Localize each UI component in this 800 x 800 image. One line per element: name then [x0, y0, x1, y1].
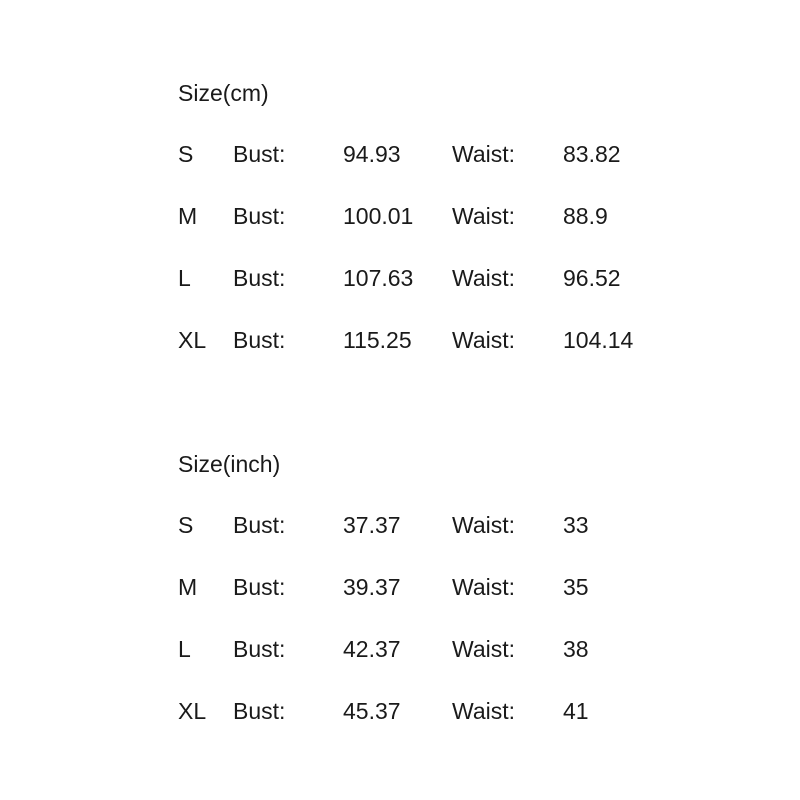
bust-value: 42.37: [343, 636, 401, 662]
bust-label: Bust:: [233, 141, 286, 167]
waist-label: Waist:: [452, 574, 516, 600]
size-row-m-inch: [178, 572, 698, 602]
waist-label: Waist:: [452, 636, 516, 662]
waist-label: Waist:: [452, 512, 516, 538]
waist-value: 88.9: [563, 203, 608, 229]
waist-value: 104.14: [563, 327, 634, 353]
waist-label: Waist:: [452, 698, 516, 724]
size-rows-inch: [178, 510, 698, 726]
waist-value: 38: [563, 636, 589, 662]
bust-value: 45.37: [343, 698, 401, 724]
size-label: L: [178, 636, 191, 662]
waist-value: 96.52: [563, 265, 621, 291]
size-label: S: [178, 141, 194, 167]
size-rows-cm: [178, 139, 698, 355]
size-label: L: [178, 265, 191, 291]
size-row-l-inch: [178, 634, 698, 664]
bust-value: 94.93: [343, 141, 401, 167]
waist-value: 41: [563, 698, 589, 724]
size-label: XL: [178, 327, 207, 353]
size-row-m-cm: [178, 201, 698, 231]
bust-label: Bust:: [233, 574, 286, 600]
size-row-s-inch: [178, 510, 698, 540]
size-chart-cm: [178, 78, 698, 355]
bust-value: 115.25: [343, 327, 412, 353]
section-title-cm: Size(cm): [178, 80, 269, 106]
size-label: M: [178, 574, 198, 600]
bust-label: Bust:: [233, 203, 286, 229]
waist-value: 35: [563, 574, 589, 600]
bust-value: 100.01: [343, 203, 414, 229]
size-label: XL: [178, 698, 207, 724]
bust-label: Bust:: [233, 512, 286, 538]
bust-value: 107.63: [343, 265, 414, 291]
size-label: S: [178, 512, 194, 538]
bust-label: Bust:: [233, 265, 286, 291]
size-row-xl-inch: [178, 696, 698, 726]
size-row-xl-cm: [178, 325, 698, 355]
waist-label: Waist:: [452, 203, 516, 229]
waist-label: Waist:: [452, 265, 516, 291]
bust-label: Bust:: [233, 698, 286, 724]
bust-label: Bust:: [233, 636, 286, 662]
bust-value: 39.37: [343, 574, 401, 600]
size-row-l-cm: [178, 263, 698, 293]
bust-value: 37.37: [343, 512, 401, 538]
size-chart-inch: [178, 449, 698, 726]
waist-value: 83.82: [563, 141, 621, 167]
bust-label: Bust:: [233, 327, 286, 353]
size-row-s-cm: [178, 139, 698, 169]
size-label: M: [178, 203, 198, 229]
section-title-inch: Size(inch): [178, 451, 281, 477]
waist-label: Waist:: [452, 327, 516, 353]
waist-label: Waist:: [452, 141, 516, 167]
waist-value: 33: [563, 512, 589, 538]
